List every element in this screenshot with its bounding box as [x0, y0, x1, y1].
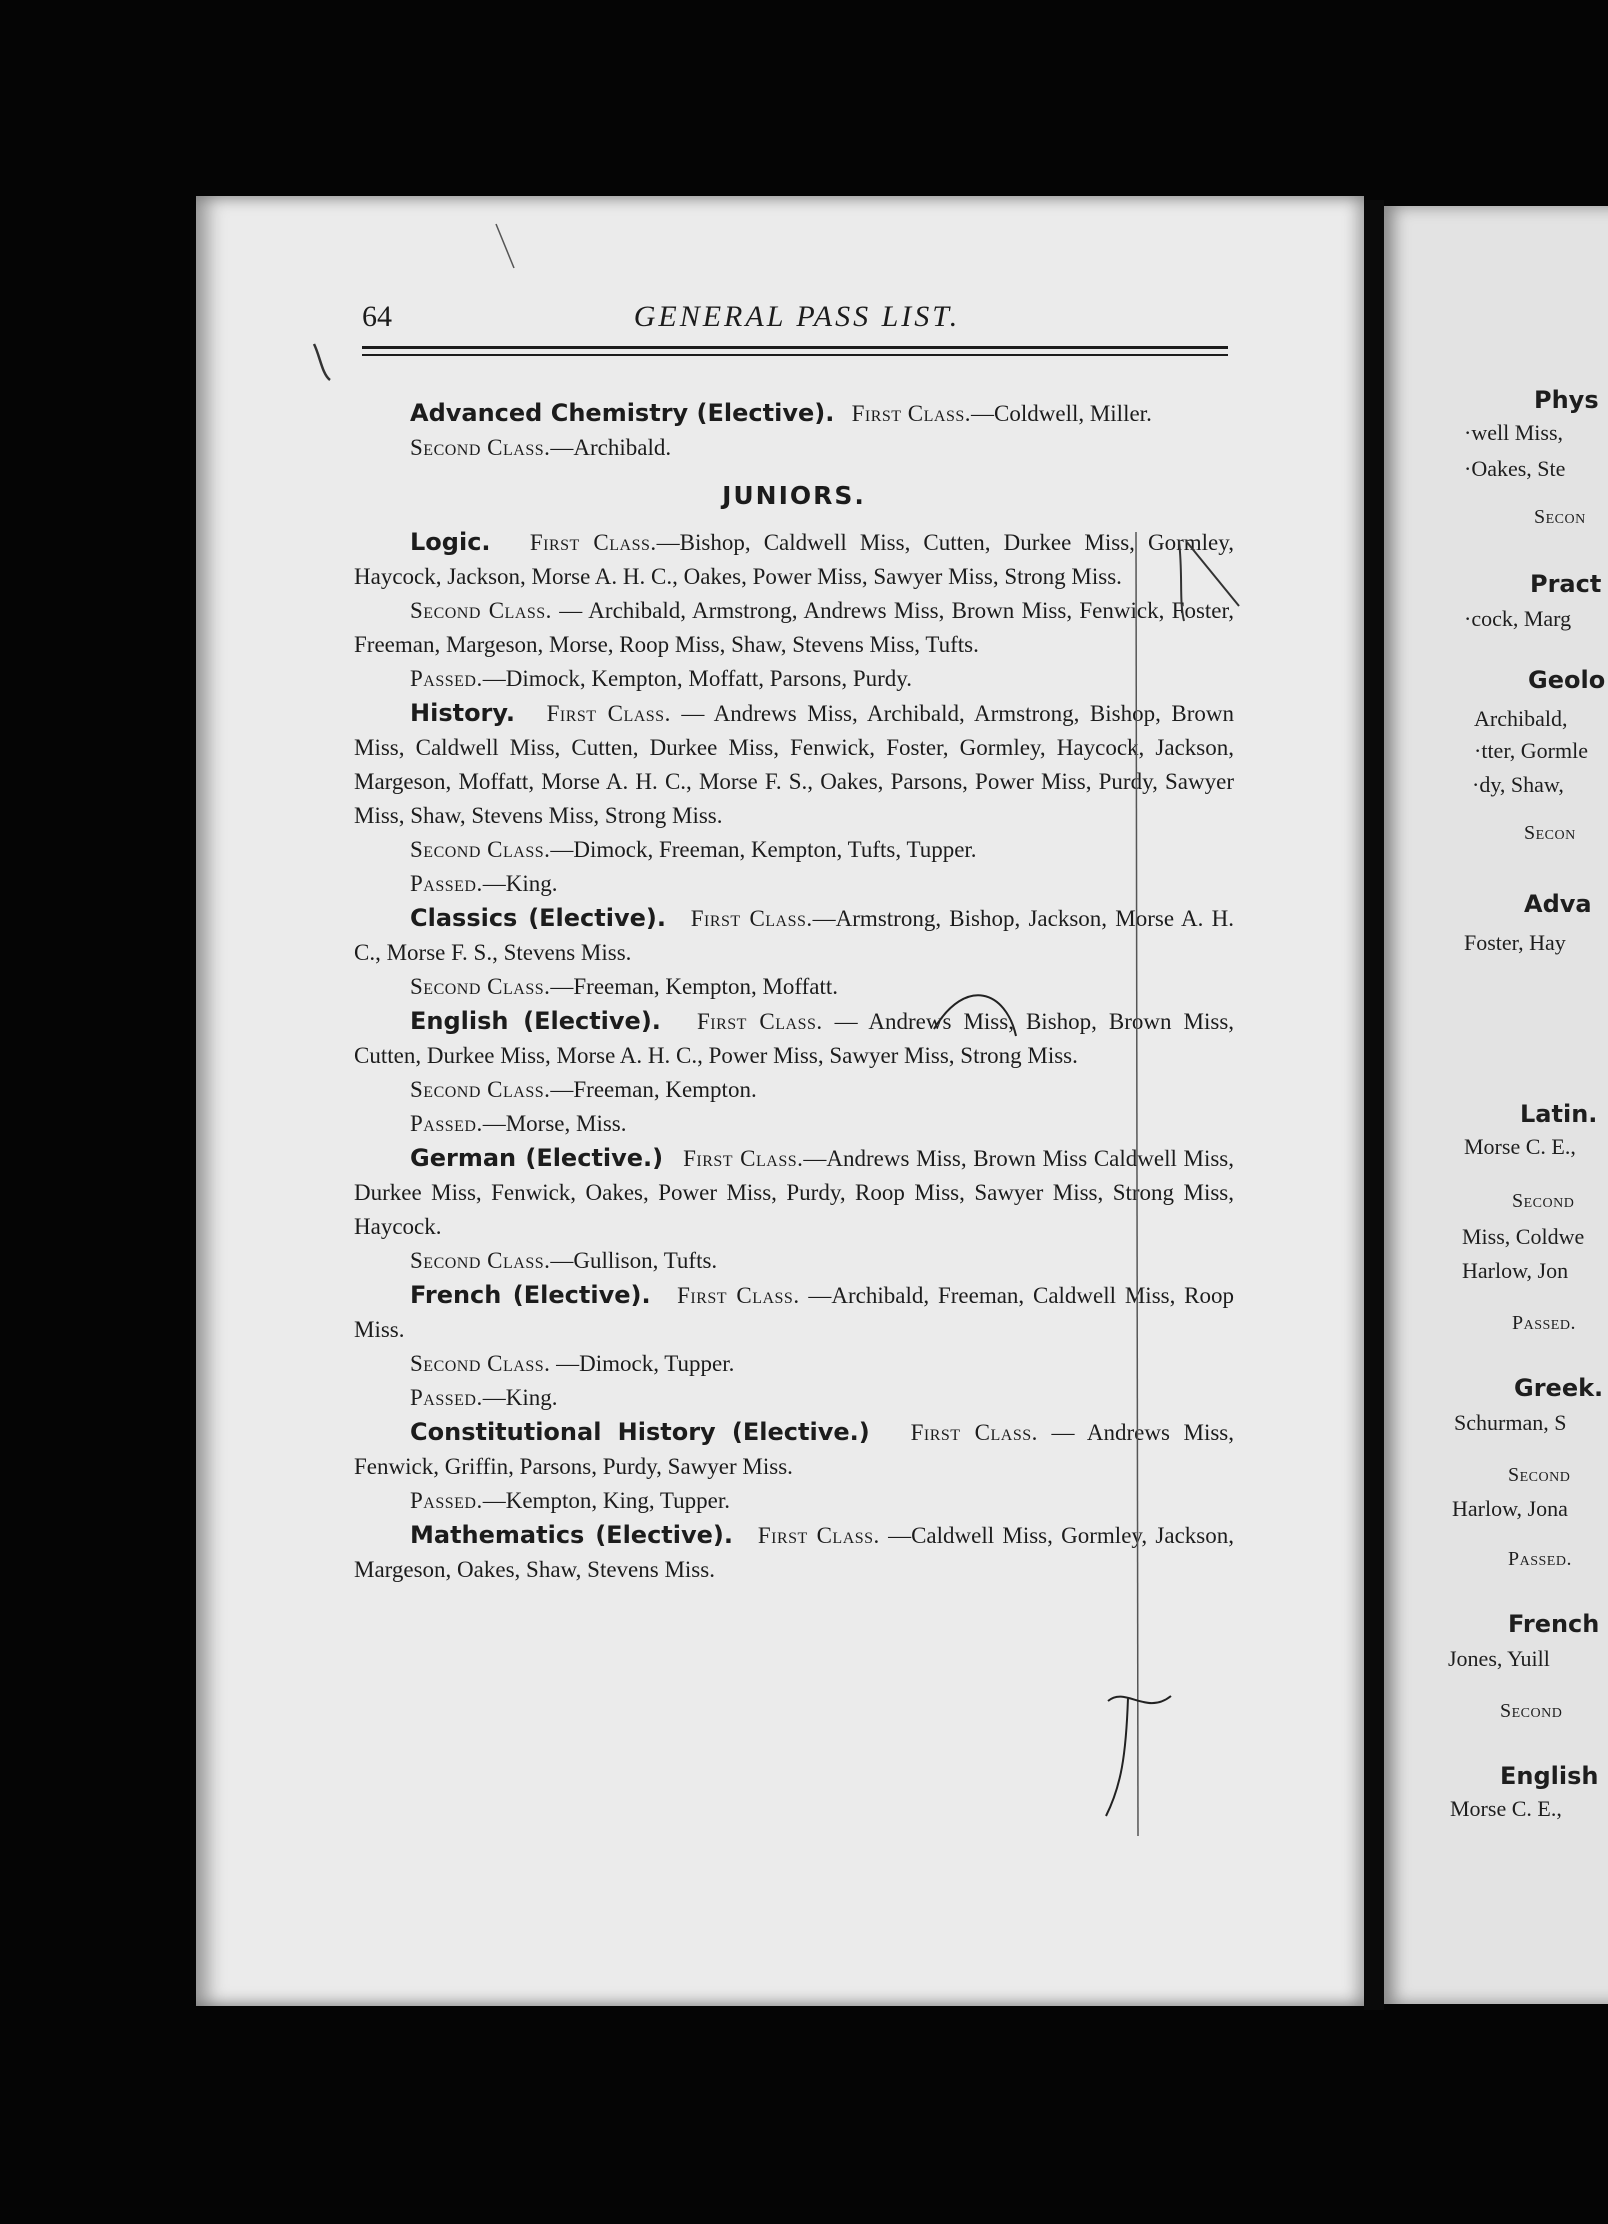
english-first-names: — Andrews Miss, Bishop, Brown Miss, Cutten, Durkee Miss, Morse A. H. C., Power Miss, Sawyer Miss, Strong Miss.	[354, 1009, 1235, 1068]
facing-line: ·Oakes, Ste	[1464, 456, 1566, 481]
adv-chem-second-names: —Archibald.	[550, 435, 672, 460]
classics-second-names: —Freeman, Kempton, Moffatt.	[550, 974, 839, 999]
passed-label: Passed.	[410, 1111, 483, 1136]
french-heading: French (Elective).	[410, 1281, 651, 1309]
english-passed	[354, 1107, 1234, 1141]
logic-first	[354, 525, 1234, 594]
pass-list-body	[354, 396, 1234, 1587]
german-second	[354, 1244, 1234, 1278]
const-history-heading: Constitutional History (Elective.)	[410, 1418, 870, 1446]
french-second-names: —Dimock, Tupper.	[550, 1351, 735, 1376]
facing-line: Harlow, Jona	[1452, 1496, 1568, 1521]
facing-line: Passed.	[1508, 1548, 1572, 1570]
second-class-label: Second Class.	[410, 598, 552, 623]
history-first-names: — Andrews Miss, Archibald, Armstrong, Bishop, Brown Miss, Caldwell Miss, Cutten, Durkee Miss, Fenwick, Foster, Gormley, Haycock, Jackson, Margeson, Moffatt, Morse A. H. C., Morse F. S., Oakes, Parsons, Power Miss, Purdy, Sawyer Miss, Shaw, Stevens Miss, Strong Miss.	[354, 701, 1235, 828]
facing-line: Miss, Coldwe	[1462, 1224, 1585, 1249]
logic-heading: Logic.	[410, 528, 491, 556]
juniors-heading: JUNIORS.	[722, 481, 866, 510]
english-passed-names: —Morse, Miss.	[482, 1111, 627, 1136]
history-first	[354, 696, 1234, 833]
facing-line: Second	[1500, 1700, 1563, 1722]
german-second-names: —Gullison, Tufts.	[550, 1248, 718, 1273]
english-first	[354, 1004, 1234, 1073]
first-class-label: First Class.	[757, 1523, 880, 1548]
facing-line: Passed.	[1512, 1312, 1576, 1334]
french-passed-names: —King.	[482, 1385, 558, 1410]
facing-line: ·cock, Marg	[1464, 606, 1572, 631]
facing-line: Harlow, Jon	[1462, 1258, 1569, 1283]
second-class-label: Second Class.	[410, 1351, 551, 1376]
left-page	[196, 196, 1364, 2006]
facing-page	[1384, 206, 1608, 2004]
passed-label: Passed.	[410, 1385, 483, 1410]
logic-second	[354, 594, 1234, 662]
french-first	[354, 1278, 1234, 1347]
first-class-label: First Class.	[683, 1146, 804, 1171]
english-second-names: —Freeman, Kempton.	[550, 1077, 757, 1102]
german-first	[354, 1141, 1234, 1244]
mathematics-first	[354, 1518, 1234, 1587]
facing-line: Schurman, S	[1454, 1410, 1567, 1435]
facing-line: Archibald,	[1474, 706, 1568, 731]
second-class-label: Second Class.	[410, 435, 551, 460]
facing-line: Latin.	[1520, 1100, 1598, 1128]
adv-chem-first-names: —Coldwell, Miller.	[971, 401, 1152, 426]
const-history-passed-names: —Kempton, King, Tupper.	[482, 1488, 731, 1513]
second-class-label: Second Class.	[410, 837, 551, 862]
facing-line: ·tter, Gormle	[1474, 738, 1588, 763]
passed-label: Passed.	[410, 666, 483, 691]
facing-line: Morse C. E.,	[1450, 1796, 1562, 1821]
history-passed-names: —King.	[482, 871, 558, 896]
facing-line: Pract	[1530, 570, 1602, 598]
french-second	[354, 1347, 1234, 1381]
facing-line: Jones, Yuill	[1448, 1646, 1550, 1671]
facing-line: English	[1500, 1762, 1599, 1790]
first-class-label: First Class.	[910, 1420, 1038, 1445]
passed-label: Passed.	[410, 1488, 483, 1513]
const-history-passed	[354, 1484, 1234, 1518]
english-heading: English (Elective).	[410, 1007, 661, 1035]
facing-line: Secon	[1534, 506, 1586, 528]
running-head	[362, 300, 1232, 348]
adv-chem-first	[354, 396, 1234, 431]
first-class-label: First Class.	[690, 906, 813, 931]
logic-passed	[354, 662, 1234, 696]
facing-line: Phys	[1534, 386, 1599, 414]
german-first-names: —Andrews Miss, Brown Miss Caldwell Miss, Durkee Miss, Fenwick, Oakes, Power Miss, Purdy, Roop Miss, Sawyer Miss, Strong Miss, Haycock.	[354, 1146, 1235, 1239]
const-history-first-names: — Andrews Miss, Fenwick, Griffin, Parsons, Purdy, Sawyer Miss.	[354, 1420, 1235, 1479]
french-first-names: —Archibald, Freeman, Caldwell Miss, Roop Miss.	[354, 1283, 1235, 1342]
logic-first-names: —Bishop, Caldwell Miss, Cutten, Durkee Miss, Gormley, Haycock, Jackson, Morse A. H. C., Oakes, Power Miss, Sawyer Miss, Strong Miss.	[354, 530, 1235, 589]
german-heading: German (Elective.)	[410, 1144, 664, 1172]
facing-line: ·well Miss,	[1464, 420, 1563, 445]
first-class-label: First Class.	[546, 701, 671, 726]
logic-passed-names: —Dimock, Kempton, Moffatt, Parsons, Purdy.	[482, 666, 913, 691]
mathematics-heading: Mathematics (Elective).	[410, 1521, 734, 1549]
logic-second-names: — Archibald, Armstrong, Andrews Miss, Brown Miss, Fenwick, Foster, Freeman, Margeson, Morse, Roop Miss, Shaw, Stevens Miss, Tufts.	[354, 598, 1234, 657]
first-class-label: First Class.	[851, 401, 972, 426]
first-class-label: First Class.	[529, 530, 657, 555]
second-class-label: Second Class.	[410, 1077, 551, 1102]
facing-line: Geolo	[1528, 666, 1606, 694]
book-spine	[1364, 200, 1384, 2010]
first-class-label: First Class.	[677, 1283, 800, 1308]
classics-first-names: —Armstrong, Bishop, Jackson, Morse A. H. C., Morse F. S., Stevens Miss.	[354, 906, 1234, 965]
facing-line: Secon	[1524, 822, 1576, 844]
facing-line: Morse C. E.,	[1464, 1134, 1576, 1159]
history-passed	[354, 867, 1234, 901]
second-class-label: Second Class.	[410, 974, 551, 999]
english-second	[354, 1073, 1234, 1107]
mathematics-first-names: —Caldwell Miss, Gormley, Jackson, Margeson, Oakes, Shaw, Stevens Miss.	[354, 1523, 1234, 1582]
adv-chem-second	[354, 431, 1234, 465]
double-rule-top	[362, 346, 1228, 349]
passed-label: Passed.	[410, 871, 483, 896]
page-title: GENERAL PASS LIST.	[633, 300, 961, 333]
facing-line: Second	[1508, 1464, 1571, 1486]
facing-line: Greek.	[1514, 1374, 1604, 1402]
facing-line: Adva	[1524, 890, 1592, 918]
first-class-label: First Class.	[696, 1009, 823, 1034]
adv-chem-heading: Advanced Chemistry (Elective).	[410, 399, 835, 427]
second-class-label: Second Class.	[410, 1248, 551, 1273]
double-rule-bottom	[362, 354, 1228, 356]
page-number: 64	[362, 300, 392, 333]
facing-line: ·dy, Shaw,	[1472, 772, 1564, 797]
history-heading: History.	[410, 699, 515, 727]
const-history-first	[354, 1415, 1234, 1484]
classics-heading: Classics (Elective).	[410, 904, 666, 932]
classics-second	[354, 970, 1234, 1004]
facing-line: Foster, Hay	[1464, 930, 1566, 955]
history-second-names: —Dimock, Freeman, Kempton, Tufts, Tupper.	[550, 837, 977, 862]
french-passed	[354, 1381, 1234, 1415]
classics-first	[354, 901, 1234, 970]
facing-line: Second	[1512, 1190, 1575, 1212]
facing-line: French	[1508, 1610, 1600, 1638]
history-second	[354, 833, 1234, 867]
